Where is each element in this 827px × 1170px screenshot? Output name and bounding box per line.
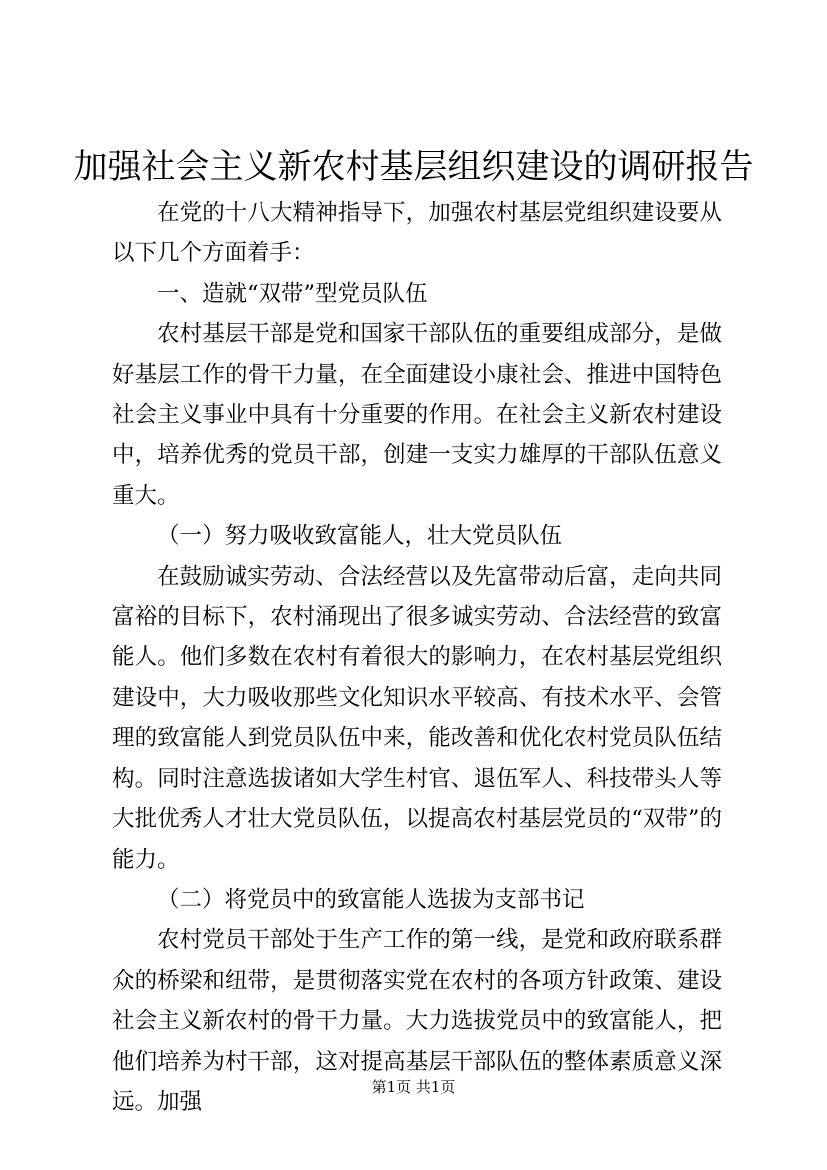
page-footer: 第1页 共1页 <box>371 1078 456 1096</box>
subsection-heading: （二）将党员中的致富能人选拔为支部书记 <box>157 886 585 913</box>
paragraph: 农村基层干部是党和国家干部队伍的重要组成部分，是做好基层工作的骨干力量，在全面建设小康社会、推进中国特色社会主义事业中具有十分重要的作用。在社会主义新农村建设中，培养优秀的党员干部，创建一支实力雄厚的干部队伍意义重大。 <box>112 321 722 509</box>
document-body <box>112 193 722 1122</box>
document-title: 加强社会主义新农村基层组织建设的调研报告 <box>73 147 754 187</box>
subsection-heading: （一）努力吸收致富能人，壮大党员队伍 <box>157 523 563 550</box>
paragraph: 在党的十八大精神指导下，加强农村基层党组织建设要从以下几个方面着手： <box>112 200 722 267</box>
section-heading: 一、造就“双带”型党员队伍 <box>157 280 428 307</box>
paragraph: 在鼓励诚实劳动、合法经营以及先富带动后富，走向共同富裕的目标下，农村涌现出了很多诚实劳动、合法经营的致富能人。他们多数在农村有着很大的影响力，在农村基层党组织建设中，大力吸收那些文化知识水平较高、有技术水平、会管理的致富能人到党员队伍中来，能改善和优化农村党员队伍结构。同时注意选拔诸如大学生村官、退伍军人、科技带头人等大批优秀人才壮大党员队伍，以提高农村基层党员的“双带”的能力。 <box>112 563 722 873</box>
paragraph: 农村党员干部处于生产工作的第一线，是党和政府联系群众的桥梁和纽带，是贯彻落实党在农村的各项方针政策、建设社会主义新农村的骨干力量。大力选拔党员中的致富能人，把他们培养为村干部，这对提高基层干部队伍的整体素质意义深远。加强 <box>112 927 722 1115</box>
